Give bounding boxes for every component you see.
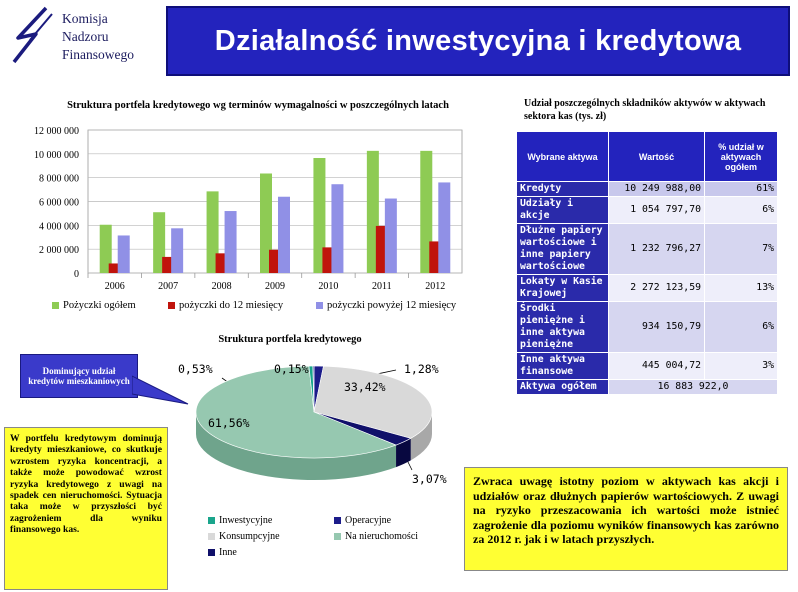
y-tick-label: 6 000 000	[39, 197, 79, 209]
row-label: Inne aktywa finansowe	[517, 353, 609, 380]
x-tick-label: 2006	[104, 281, 125, 292]
row-label: Dłużne papiery wartościowe i inne papiery wartościowe	[517, 224, 609, 275]
logo-line-3: Finansowego	[62, 47, 134, 62]
legend-item-total	[52, 300, 136, 311]
row-share: 7%	[705, 224, 778, 275]
pie-label-operational: 1,28%	[404, 362, 439, 376]
knf-emblem-icon	[6, 4, 60, 64]
x-tick-label: 2011	[372, 281, 392, 292]
pie-legend-swatch-real-estate	[334, 533, 341, 540]
pie-legend-real-estate	[334, 531, 418, 542]
total-value: 16 883 922,0	[609, 380, 778, 395]
logo-text	[62, 10, 134, 64]
legend-swatch-short	[168, 302, 175, 309]
mortgage-callout: Dominujący udział kredytów mieszkaniowych	[20, 354, 138, 398]
bar-chart-title: Struktura portfela kredytowego wg terminów wymagalności w poszczególnych latach	[67, 100, 449, 111]
legend-swatch-total	[52, 302, 59, 309]
row-label: Kredyty	[517, 182, 609, 197]
pie-legend-swatch-investment	[208, 517, 215, 524]
table-header-asset: Wybrane aktywa	[517, 132, 609, 182]
table-row	[517, 353, 778, 380]
pie-legend-other	[208, 547, 237, 558]
pie-legend-swatch-other	[208, 549, 215, 556]
row-value: 10 249 988,00	[609, 182, 705, 197]
pie-legend-label-investment: Inwestycyjne	[219, 515, 273, 526]
y-tick-label: 10 000 000	[34, 149, 79, 161]
table-row	[517, 224, 778, 275]
pie-legend-consumer	[208, 531, 280, 542]
pie-legend-swatch-operational	[334, 517, 341, 524]
table-header-row	[517, 132, 778, 182]
logo-line-2: Nadzoru	[62, 29, 109, 44]
legend-swatch-long	[316, 302, 323, 309]
y-tick-label: 2 000 000	[39, 245, 79, 257]
pie-legend-operational	[334, 515, 391, 526]
table-header-share: % udział w aktywach ogółem	[705, 132, 778, 182]
row-share: 61%	[705, 182, 778, 197]
pie-legend-label-operational: Operacyjne	[345, 515, 392, 526]
bar-long	[171, 228, 183, 273]
pie-legend-investment	[208, 515, 272, 526]
pie-chart-title: Struktura portfela kredytowego	[218, 334, 362, 345]
y-tick-label: 4 000 000	[39, 221, 79, 233]
legend-label-long: pożyczki powyżej 12 miesięcy	[327, 300, 457, 311]
knf-logo	[6, 4, 156, 68]
legend-item-long	[316, 300, 456, 311]
table-header-value: Wartość	[609, 132, 705, 182]
row-label: Udziały i akcje	[517, 197, 609, 224]
pie-legend-swatch-consumer	[208, 533, 215, 540]
row-share: 3%	[705, 353, 778, 380]
pie-legend-label-consumer: Konsumpcyjne	[219, 531, 280, 542]
x-tick-label: 2012	[425, 281, 446, 292]
pie-label-other: 3,07%	[412, 472, 447, 486]
x-tick-label: 2009	[265, 281, 285, 292]
legend-label-short: pożyczki do 12 miesięcy	[179, 300, 284, 311]
legend-item-short	[168, 300, 283, 311]
bar-long	[225, 211, 237, 273]
left-note: W portfelu kredytowym dominują kredyty mieszkaniowe, co skutkuje wzrostem ryzyka koncentracji, a także może powodować wzrost ryzyka kredytowego z uwagi na spadek cen nieruchomości. Sytuacja taka może w przyszłości być zagrożeniem dla wyniku finansowego kas.	[4, 427, 168, 590]
row-value: 2 272 123,59	[609, 275, 705, 302]
logo-line-1: Komisja	[62, 11, 108, 26]
x-tick-label: 2008	[211, 281, 232, 292]
row-share: 6%	[705, 197, 778, 224]
page-title-bar	[166, 6, 790, 76]
table-caption: Udział poszczególnych składników aktywów w aktywach sektora kas (tys. zł)	[524, 98, 766, 122]
table-row	[517, 182, 778, 197]
bar-long	[438, 182, 450, 273]
x-tick-label: 2010	[318, 281, 339, 292]
assets-table	[516, 131, 778, 395]
bar-chart	[0, 118, 480, 298]
row-value: 1 054 797,70	[609, 197, 705, 224]
bar-long	[385, 199, 397, 273]
row-share: 13%	[705, 275, 778, 302]
y-tick-label: 8 000 000	[39, 173, 79, 185]
table-row	[517, 302, 778, 353]
bar-long	[278, 197, 290, 273]
pie-label-investment: 0,53%	[178, 362, 213, 376]
callout-pointer	[132, 370, 192, 410]
bar-long	[118, 235, 130, 273]
bar-long	[331, 184, 343, 273]
page-title: Działalność inwestycyjna i kredytowa	[214, 24, 742, 57]
row-value: 1 232 796,27	[609, 224, 705, 275]
pie-label-real-estate: 61,56%	[208, 416, 250, 430]
table-row	[517, 275, 778, 302]
pie-legend-label-real-estate: Na nieruchomości	[345, 531, 419, 542]
row-share: 6%	[705, 302, 778, 353]
table-row	[517, 197, 778, 224]
y-tick-label: 0	[74, 269, 79, 280]
x-tick-label: 2007	[158, 281, 179, 292]
total-label: Aktywa ogółem	[517, 380, 609, 395]
table-total-row	[517, 380, 778, 395]
right-note: Zwraca uwagę istotny poziom w aktywach kas akcji i udziałów oraz dłużnych papierów wartościowych. Z uwagi na ryzyko przeszacowania ich wartości może istnieć zagrożenie dla poziomu wyników finansowych kas zarówno za 2012 r. jak i w latach przyszłych.	[464, 467, 788, 571]
pie-label-small: 0,15%	[274, 362, 309, 376]
row-value: 445 004,72	[609, 353, 705, 380]
pie-label-consumer: 33,42%	[344, 380, 386, 394]
y-tick-label: 12 000 000	[34, 126, 79, 137]
pie-legend-label-other: Inne	[219, 547, 237, 558]
row-value: 934 150,79	[609, 302, 705, 353]
legend-label-total: Pożyczki ogółem	[63, 300, 136, 311]
row-label: Środki pieniężne i inne aktywa pieniężne	[517, 302, 609, 353]
row-label: Lokaty w Kasie Krajowej	[517, 275, 609, 302]
